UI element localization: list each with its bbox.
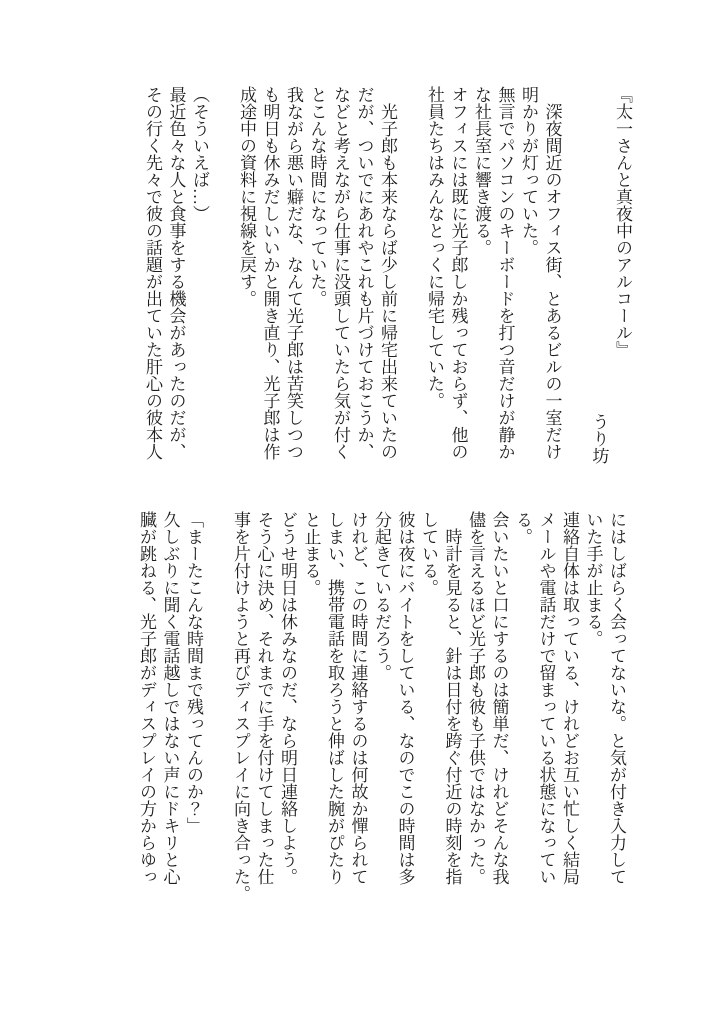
body-text-line: だが、ついでにあれやこれも片づけておこうか、 (354, 86, 374, 460)
body-text-line: しまい、携帯電話を取ろうと伸ばした腕がぴたり (325, 511, 344, 885)
body-text-line: などと考えながら仕事に没頭していたら気が付く (331, 86, 350, 460)
body-text-line: 事を片付けようと再びディスプレイに向き合った。 (231, 511, 250, 902)
body-text-line: も明日も休みだしいいかと開き直り、光子郎は作 (260, 86, 280, 460)
body-text-line: オフィスには既に光子郎しか残っておらず、他の (448, 86, 468, 460)
blank-line (564, 86, 588, 464)
body-text-line: 久しぶりに聞く電話越しではない声にドキリと心 (160, 511, 180, 885)
body-text-line: 光子郎も本来ならば少し前に帰宅出来ていたの (378, 86, 397, 460)
body-text-line: メールや電話だけで留まっている状態になってい (536, 511, 556, 885)
body-text-line: 連絡自体は取っている、けれどお互い忙しく結局 (560, 511, 579, 885)
dialogue-line: 「まーたこんな時間まで残ってんのか？」 (184, 511, 203, 834)
body-text-line: 時計を見ると、針は日付を跨ぐ付近の時刻を指 (442, 511, 462, 885)
body-text-line: いた手が止まる。 (583, 511, 603, 647)
body-text-line: 分起きているだろう。 (372, 511, 391, 681)
body-text-line: と止まる。 (301, 511, 321, 596)
body-text-line: 社員たちはみんなとっくに帰宅していた。 (425, 86, 444, 409)
body-text-line: 無言でパソコンのキーボードを打つ音だけが静か (495, 86, 515, 460)
body-text-line: どうせ明日は休みなのだ、なら明日連絡しよう。 (278, 511, 297, 885)
blank-line (211, 86, 235, 464)
page-1-text-block (141, 86, 635, 464)
body-text-line: 最近色々な人と食事をする機会があったのだが、 (166, 86, 186, 460)
body-text-line: 会いたいと口にするのは簡単だ、けれどそんな我 (489, 511, 509, 885)
author-name: うり坊 (589, 413, 609, 464)
body-text-line: 明かりが灯っていた。 (519, 86, 538, 256)
body-text-line: 彼は夜にバイトをしている、なのでこの時間は多 (395, 511, 415, 885)
body-text-line: その行く先々で彼の話題が出ていた肝心の彼本人 (143, 86, 162, 460)
body-text-line: している。 (419, 511, 438, 596)
body-text-line: る。 (513, 511, 532, 545)
novel-title: 『太一さんと真夜中のアルコール』 (613, 86, 632, 358)
page-2-text-block (135, 511, 629, 903)
body-text-line: けれど、この時間に連絡するのは何故か憚られて (348, 511, 368, 885)
blank-line (205, 511, 229, 903)
body-text-line: 我ながら悪い癖だな、なんて光子郎は苦笑しつつ (284, 86, 303, 460)
blank-line (399, 86, 423, 464)
body-text-line: にはしばらく会ってないな。と気が付き入力して (607, 511, 626, 885)
body-text-line: 臓が跳ねる、光子郎がディスプレイの方からゆっ (137, 511, 156, 885)
body-text-line: とこんな時間になっていた。 (307, 86, 327, 307)
body-text-line: な社長室に響き渡る。 (472, 86, 491, 256)
body-text-line: 深夜間近のオフィス街、とあるビルの一室だけ (542, 86, 562, 460)
body-text-line: そう心に決め、それまでに手を付けてしまった仕 (254, 511, 274, 885)
body-text-line: 儘を言えるほど光子郎も彼も子供ではなかった。 (466, 511, 485, 885)
monologue-line: （そういえば…） (190, 86, 209, 222)
body-text-line: 成途中の資料に視線を戻す。 (237, 86, 256, 307)
